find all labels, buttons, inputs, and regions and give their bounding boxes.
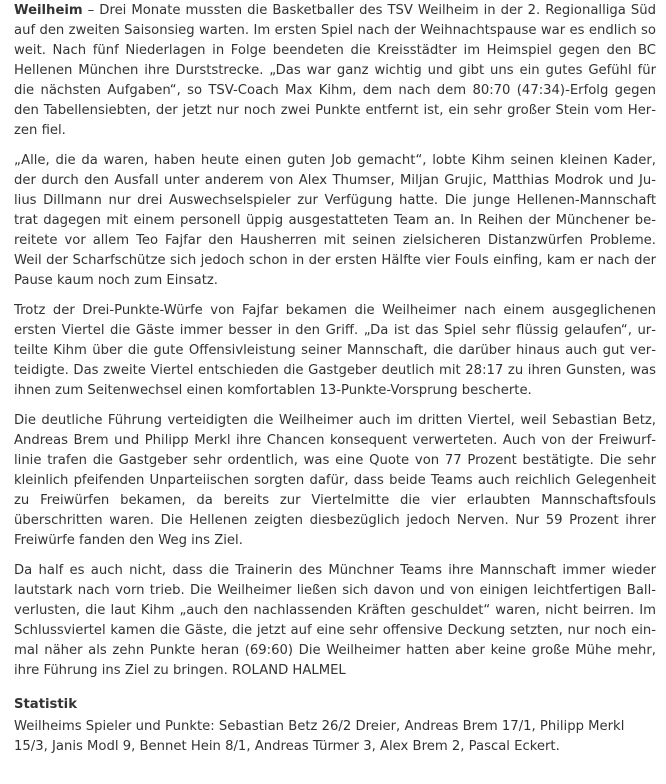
- lead-paragraph: [14, 1, 656, 141]
- article-paragraph-4: Die deutliche Führung verteidigten die Weilheimer auch im dritten Viertel, weil Sebastian Betz, Andreas Brem und Philipp Merkl ihre Chancen konsequent verwerteten. Auch von der Freiwurflinie trafen die Gastgeber sehr ordentlich, was eine Quote von 77 Prozent bestätigte. Die sehr kleinlich pfeifenden Unparteiischen sorgten dafür, dass beide Teams auch reichlich Gelegenheit zu Freiwürfen bekamen, da bereits zur Viertelmitte die vier erlaubten Mannschaftsfouls überschritten waren. Die Hellenen zeigten diesbezüglich jedoch Nerven. Nur 59 Prozent ihrer Freiwürfe fanden den Weg ins Ziel.: [14, 413, 656, 548]
- article-paragraph-2: „Alle, die da waren, haben heute einen guten Job gemacht“, lobte Kihm seinen kleinen Kader, der durch den Ausfall unter anderem von Alex Thumser, Miljan Grujic, Matthias Modrok und Julius Dillmann nur drei Auswechselspieler zur Verfügung hatte. Die junge Hellenen-Mannschaft trat dagegen mit einem personell üppig ausgestatteten Team an. In Reihen der Münchener bereitete vor allem Teo Fajfar den Hausherren mit seinen zielsicheren Distanzwürfen Probleme. Weil der Scharfschütze sich jedoch schon in der ersten Hälfte vier Fouls einfing, kam er nach der Pause kaum noch zum Einsatz.: [14, 153, 656, 288]
- stats-heading: Statistik: [14, 697, 77, 712]
- article-paragraph-3: Trotz der Drei-Punkte-Würfe von Fajfar bekamen die Weilheimer nach einem ausgeglichenen ersten Viertel die Gäste immer besser in den Griff. „Da ist das Spiel sehr flüssig gelaufen“, urteilte Kihm über die gute Offensivleistung seiner Mannschaft, die darüber hinaus auch gut verteidigte. Das zweite Viertel entschieden die Gastgeber deutlich mit 28:17 zu ihren Gunsten, was ihnen zum Seitenwechsel einen komfortablen 13-Punkte-Vorsprung bescherte.: [14, 303, 656, 398]
- dateline: Weilheim: [14, 3, 83, 18]
- article-paragraph-5: Da half es auch nicht, dass die Trainerin des Münchner Teams ihre Mannschaft immer wieder lautstark nach vorn trieb. Die Weilheimer ließen sich davon und von einigen leichtfertigen Ballverlusten, die laut Kihm „auch den nachlassenden Kräften geschuldet“ waren, nicht beirren. Im Schlussviertel kamen die Gäste, die jetzt auf eine sehr offensive Deckung setzten, nur noch einmal näher als zehn Punkte heran (69:60) Die Weilheimer hatten aber keine große Mühe mehr, ihre Führung ins Ziel zu bringen. ROLAND HALMEL: [14, 563, 656, 678]
- stats-paragraph: Weilheims Spieler und Punkte: Sebastian Betz 26/2 Dreier, Andreas Brem 17/1, Philipp Merkl 15/3, Janis Modl 9, Bennet Hein 8/1, Andreas Türmer 3, Alex Brem 2, Pascal Eckert.: [14, 719, 625, 754]
- lead-text: – Drei Monate mussten die Basketballer des TSV Weilheim in der 2. Regionalliga Süd auf den zweiten Saisonsieg warten. Im ersten Spiel nach der Weihnachtspause war es endlich so weit. Nach fünf Niederlagen in Folge beendeten die Kreisstädter im Heimspiel gegen den BC Hellenen München ihre Durststrecke. „Das war ganz wichtig und gibt uns ein gutes Gefühl für die nächsten Aufgaben“, so TSV-Coach Max Kihm, dem nach dem 80:70 (47:34)-Erfolg gegen den Tabellensiebten, der jetzt nur noch zwei Punkte entfernt ist, ein sehr großer Stein vom Herzen fiel.: [14, 3, 656, 138]
